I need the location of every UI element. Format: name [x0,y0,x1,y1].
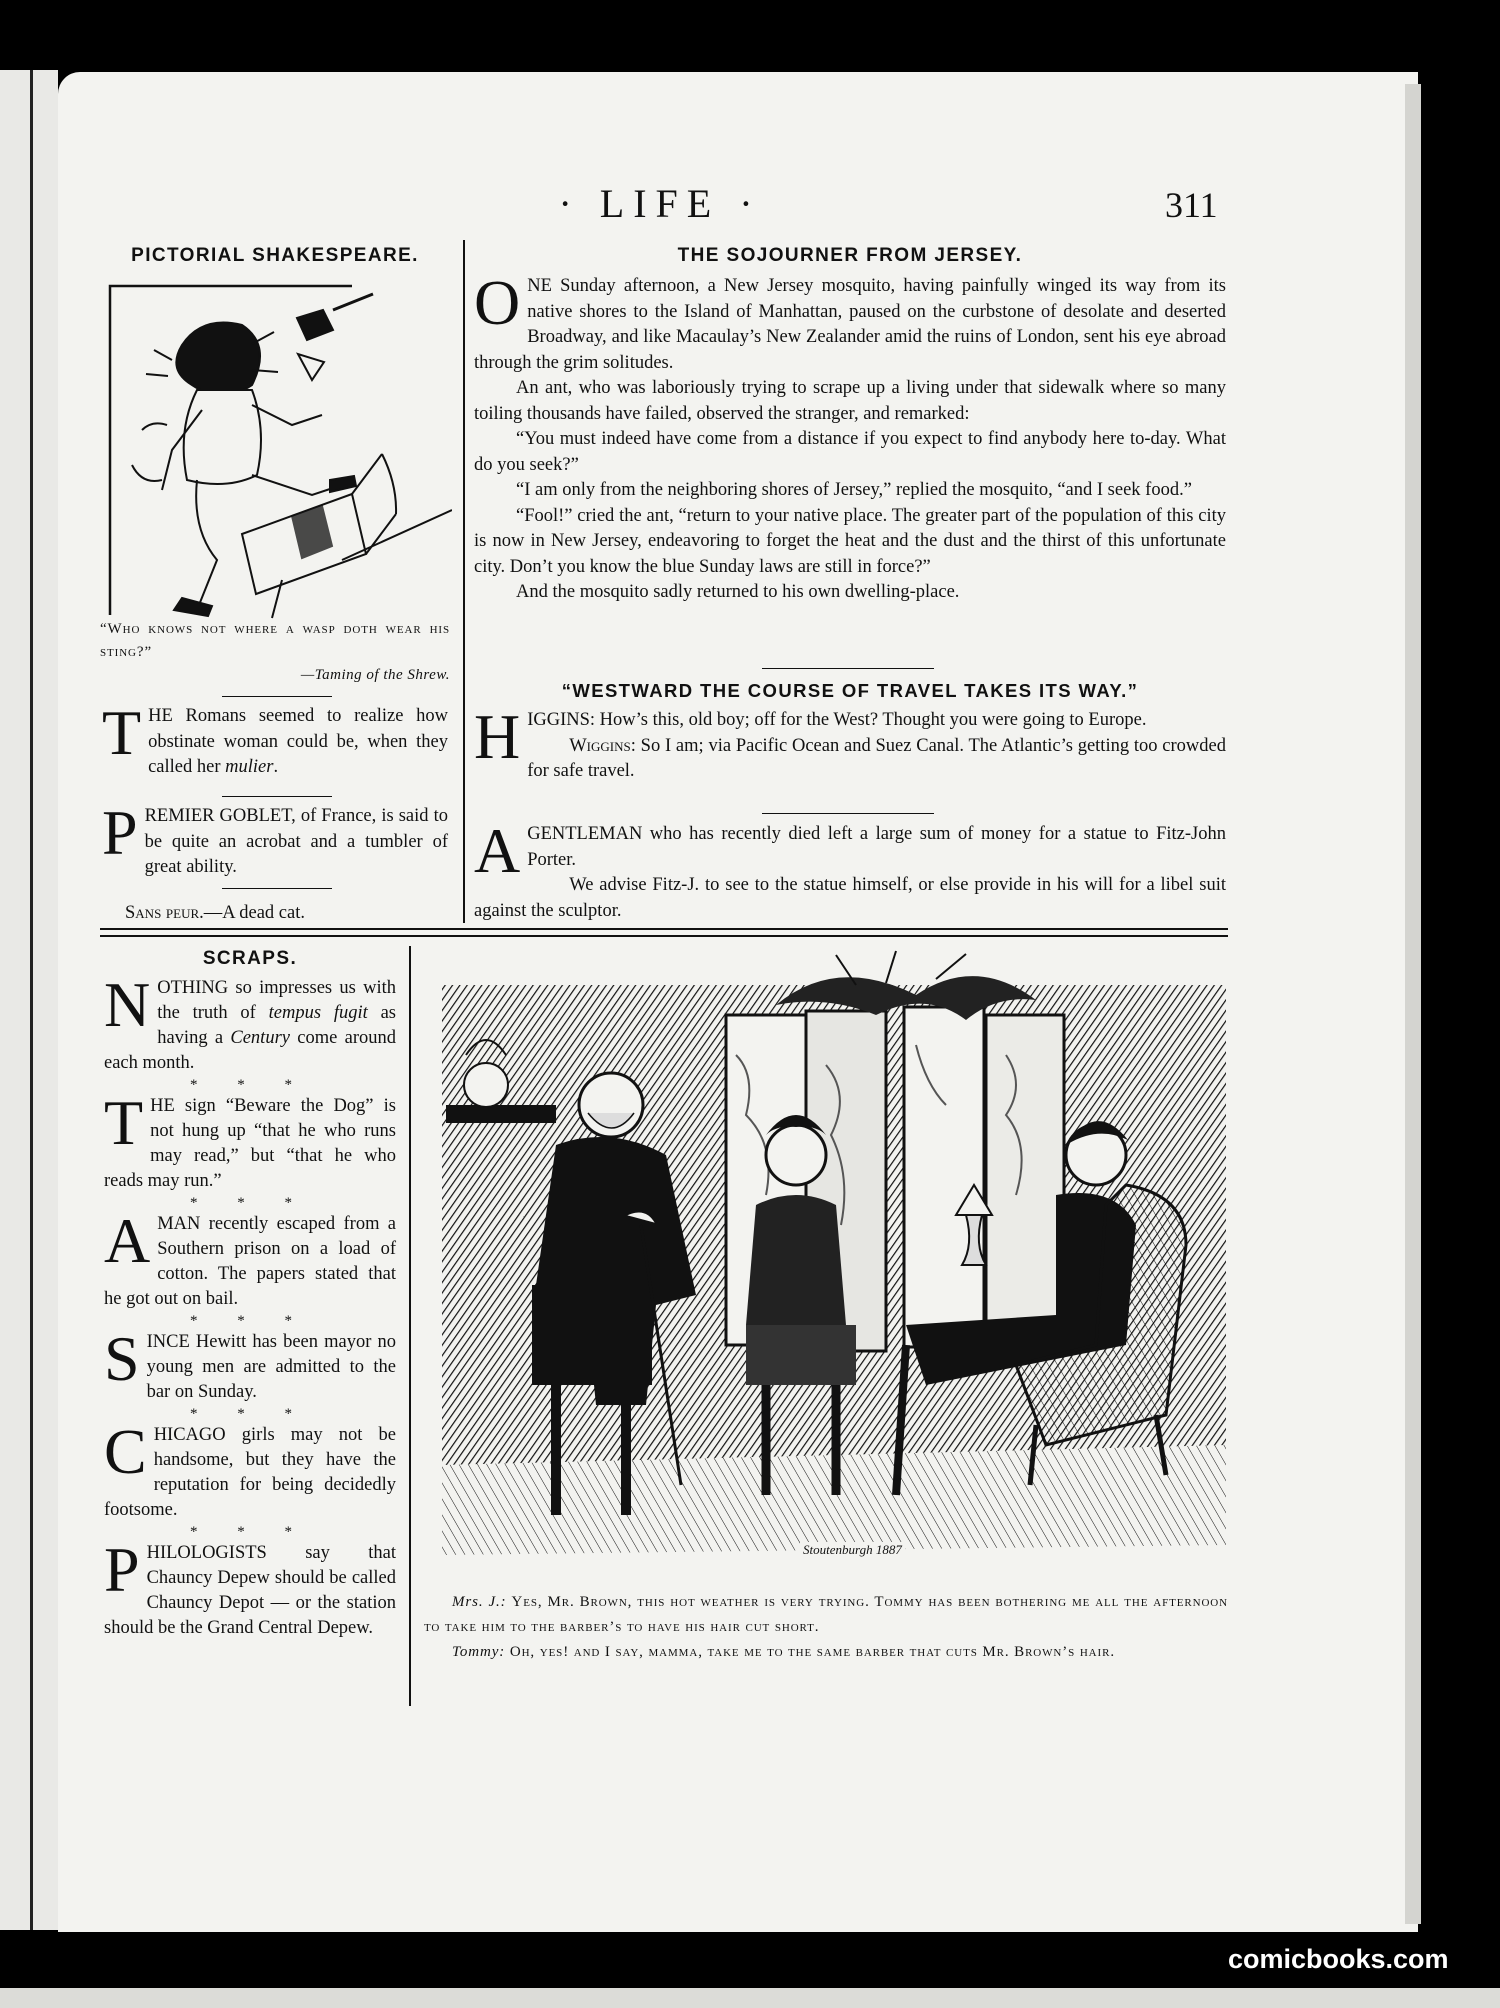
stars-separator: * * * [190,1406,310,1422]
drop-cap: T [102,697,142,768]
shrew-attribution: —Taming of the Shrew. [300,667,450,683]
drop-cap: H [474,701,521,772]
drop-cap: A [474,815,521,886]
drop-cap: C [104,1416,147,1487]
parlor-cartoon [436,945,1236,1575]
westward-heading: “WESTWARD THE COURSE OF TRAVEL TAKES ITS WAY.” [561,680,1139,701]
gentleman-article: AGENTLEMAN who has recently died left a large sum of money for a statue to Fitz-John Porter. We advise Fitz-J. to see to the statue himself, or else provide in his will for a libel suit against the sculptor. [474,815,1226,921]
sojourner-article: ONE Sunday afternoon, a New Jersey mosquito, having painfully winged its way from its native shores to the Island of Manhattan, paused on the curbstone of desolate and deserted Broadway, and like Macaulay’s New Zealander amid the ruins of London, sent his eye abroad through the grim solitudes. An ant, who was laboriously trying to scrape up a living under that sidewalk where so many toiling thousands have failed, observed the stranger, and remarked: “You must indeed have come from a distance if you expect to find anybody here to-day. What do you seek?” “I am only from the neighboring shores of Jersey,” replied the mosquito, “and I seek food.” “Fool!” cried the ant, “return to your native place. The greater part of the population of this city is now in New Jersey, endeavoring to forget the heat and the dust and the thirst of this unfortunate city. Don’t you know the blue Sunday laws are still in force?” And the mosquito sadly returned to his own dwelling-place. [474,267,1226,602]
page-number: 311 [1165,185,1218,225]
next-page-edge [0,1988,1500,2008]
sans-peur-item: Sans peur.—A dead cat. [125,903,305,923]
section-divider-2 [100,935,1228,937]
column-divider-top [463,240,465,923]
drop-cap: N [104,969,151,1040]
drop-cap: A [104,1205,151,1276]
stars-separator: * * * [190,1524,310,1540]
short-rule [762,813,934,814]
wasp-illustration [102,280,452,620]
page-edge-right [1405,84,1421,1924]
pictorial-caption [100,618,450,687]
short-rule [222,796,332,797]
stars-separator: * * * [190,1077,310,1093]
romans-item: THE Romans seemed to realize how obstinate woman could be, when they called her mulier. [102,697,448,777]
stars-separator: * * * [190,1313,310,1329]
stars-separator: * * * [190,1195,310,1211]
column-divider-bottom [409,946,411,1706]
masthead-title: · LIFE · [558,181,762,226]
short-rule [222,696,332,697]
drop-cap: P [104,1534,140,1605]
scraps-column: NOTHING so impresses us with the truth of tempus fugit as having a Century come around each month. * * * THE sign “Beware the Dog” is not hung up “that he who runs may read,” but “that he who reads may run.” * * * AMAN recently escaped from a Southern prison on a load of cotton. The papers stated that he got out on bail. * * * SINCE Hewitt has been mayor no young men are admitted to the bar on Sunday. * * * CHICAGO girls may not be handsome, but they have the reputation for being decidedly footsome. * * * PHILOLOGISTS say that Chauncy Depew should be called Chauncy Depot — or the station should be the Grand Central Depew. [104,969,397,1638]
drop-cap: P [102,797,138,868]
section-divider [100,928,1228,930]
adjacent-page-edge [0,70,58,1930]
goblet-item: PREMIER GOBLET, of France, is said to be quite an acrobat and a tumbler of great ability. [102,797,448,877]
site-watermark: comicbooks.com [1228,1944,1449,1974]
short-rule [222,888,332,889]
binding-line [30,70,33,1930]
westward-article: HIGGINS: How’s this, old boy; off for the West? Thought you were going to Europe. Wiggins: So I am; via Pacific Ocean and Suez Canal. The Atlantic’s getting too crowded for safe travel. [474,701,1226,781]
drop-cap: S [104,1323,140,1394]
sojourner-heading: THE SOJOURNER FROM JERSEY. [677,245,1023,266]
drop-cap: T [104,1087,144,1158]
scraps-heading: SCRAPS. [202,948,298,969]
wasp-quote: “Who knows not where a wasp doth wear his sting?” [100,621,450,660]
short-rule [762,668,934,669]
pictorial-shakespeare-heading: PICTORIAL SHAKESPEARE. [131,245,419,266]
cartoon-caption: Mrs. J.: Yes, Mr. Brown, this hot weather is very trying. Tommy has been bothering me all the afternoon to take him to the barber’s to have his hair cut short. Tommy: Oh, yes! and I say, mamma, take me to the same barber that cuts Mr. Brown’s hair. [424,1594,1228,1660]
speaker-mrs-j: Mrs. J.: [452,1594,507,1610]
speaker-tommy: Tommy: [452,1644,506,1660]
artist-signature: Stoutenburgh 1887 [800,1542,905,1558]
drop-cap: O [474,267,521,338]
